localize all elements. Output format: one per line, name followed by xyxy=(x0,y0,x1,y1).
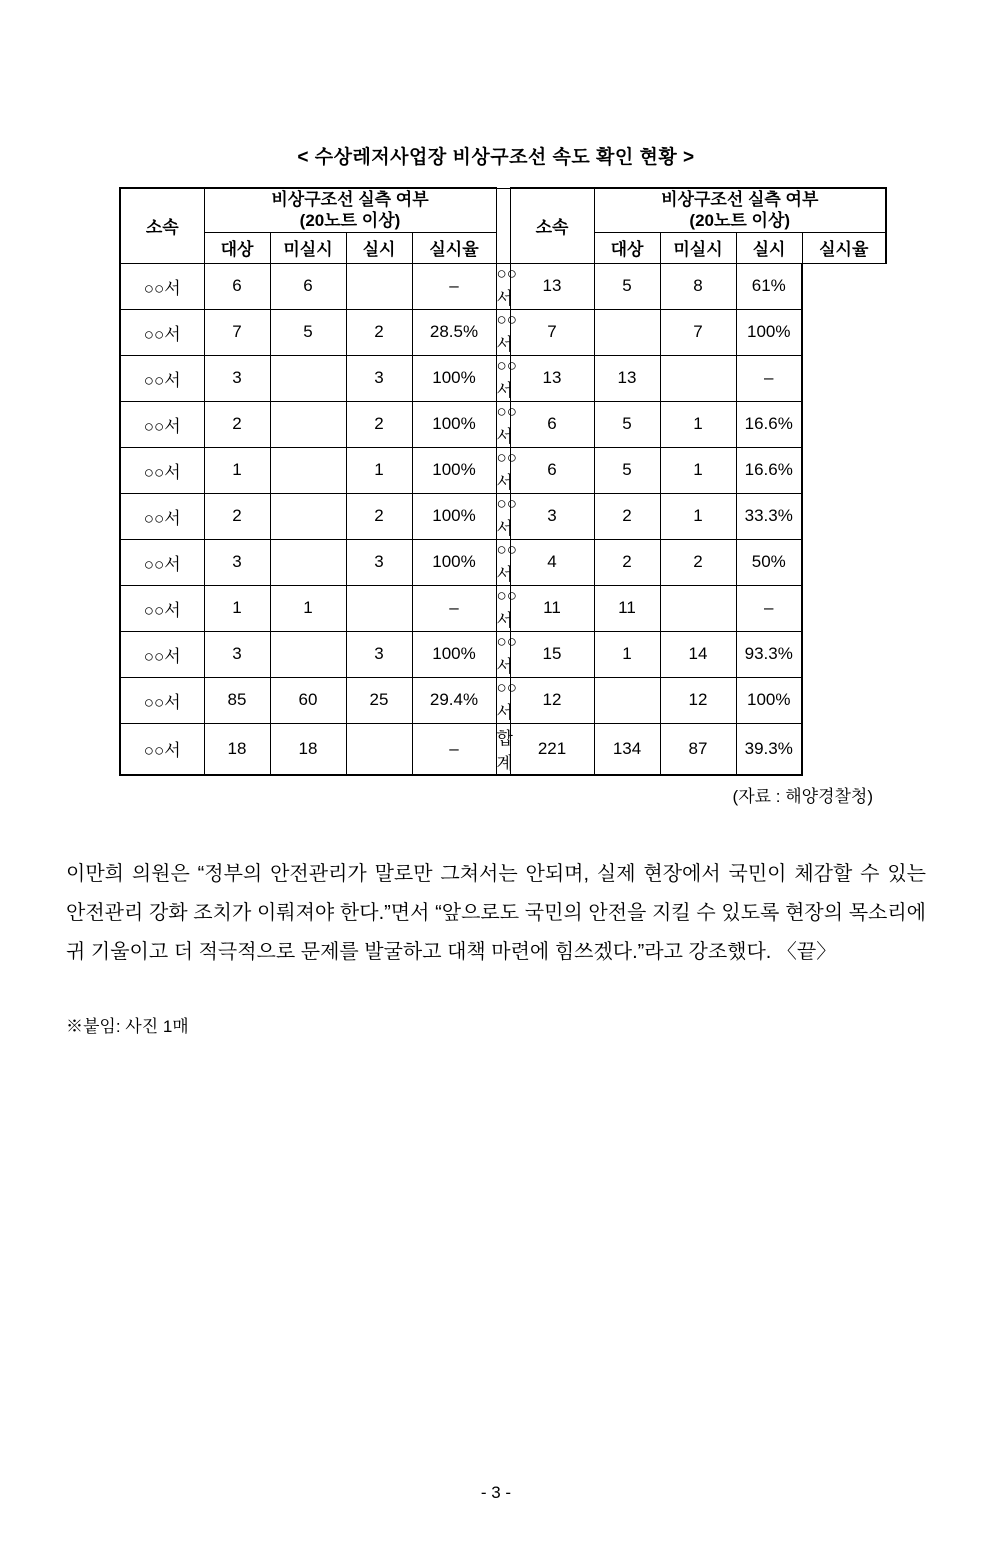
table-row xyxy=(120,355,886,401)
cell-rate: 33.3% xyxy=(736,493,802,539)
table-row xyxy=(120,585,886,631)
header-col-target-left: 대상 xyxy=(204,232,270,263)
cell-affiliation: ○○서 xyxy=(120,631,204,677)
cell-affiliation: ○○서 xyxy=(496,539,518,584)
cell-done: 1 xyxy=(660,493,736,539)
cell-done: 2 xyxy=(346,309,412,355)
cell-target: 13 xyxy=(510,263,594,309)
table-row xyxy=(120,493,886,539)
cell-target: 7 xyxy=(204,309,270,355)
cell-done: 1 xyxy=(660,401,736,447)
cell-target: 3 xyxy=(204,631,270,677)
cell-done: 1 xyxy=(660,447,736,493)
cell-done: 2 xyxy=(346,493,412,539)
table-body xyxy=(120,263,886,775)
cell-affiliation: ○○서 xyxy=(120,539,204,585)
cell-total-notdone: 134 xyxy=(594,723,660,775)
cell-target: 3 xyxy=(510,493,594,539)
cell-notdone: 5 xyxy=(594,263,660,309)
cell-affiliation: ○○서 xyxy=(496,677,518,722)
cell-affiliation: ○○서 xyxy=(496,401,518,446)
cell-notdone xyxy=(270,401,346,447)
cell-affiliation: ○○서 xyxy=(496,309,518,354)
cell-notdone: 6 xyxy=(270,263,346,309)
header-affiliation-left: 소속 xyxy=(120,188,204,263)
table-row xyxy=(120,447,886,493)
cell-rate: 50% xyxy=(736,539,802,585)
cell-notdone: 1 xyxy=(594,631,660,677)
document-page xyxy=(0,142,992,1545)
cell-rate: 93.3% xyxy=(736,631,802,677)
cell-affiliation: ○○서 xyxy=(120,401,204,447)
cell-notdone: 18 xyxy=(270,723,346,775)
cell-done: 2 xyxy=(346,401,412,447)
cell-target: 13 xyxy=(510,355,594,401)
cell-rate: 100% xyxy=(412,493,496,539)
table-title: < 수상레저사업장 비상구조선 속도 확인 현황 > xyxy=(297,147,695,168)
table-header-row-1 xyxy=(120,188,886,232)
cell-done: 3 xyxy=(346,631,412,677)
page-number: - 3 - xyxy=(480,1483,512,1502)
statistics-table-wrapper xyxy=(119,187,873,776)
cell-target: 7 xyxy=(510,309,594,355)
cell-affiliation: ○○서 xyxy=(120,355,204,401)
cell-affiliation: ○○서 xyxy=(496,355,518,400)
cell-notdone: 2 xyxy=(594,539,660,585)
header-affiliation-right: 소속 xyxy=(510,188,594,263)
cell-done xyxy=(660,585,736,631)
cell-target: 3 xyxy=(204,355,270,401)
cell-target: 6 xyxy=(204,263,270,309)
cell-total-rate: 39.3% xyxy=(736,723,802,775)
cell-done: 12 xyxy=(660,677,736,723)
header-col-notdone-left: 미실시 xyxy=(270,232,346,263)
header-col-done-right: 실시 xyxy=(736,232,802,263)
cell-affiliation: ○○서 xyxy=(120,723,204,775)
header-group-left-line2: (20노트 이상) xyxy=(299,211,401,231)
cell-done: 3 xyxy=(346,355,412,401)
cell-target: 4 xyxy=(510,539,594,585)
cell-notdone xyxy=(270,631,346,677)
cell-total-label: 합계 xyxy=(496,723,510,775)
cell-rate: 16.6% xyxy=(736,447,802,493)
cell-affiliation: ○○서 xyxy=(120,263,204,309)
cell-target: 6 xyxy=(510,447,594,493)
table-row xyxy=(120,309,886,355)
header-group-right xyxy=(594,188,886,232)
cell-done xyxy=(346,723,412,775)
cell-rate: 100% xyxy=(412,401,496,447)
header-group-right-line2: (20노트 이상) xyxy=(689,211,791,231)
column-separator xyxy=(496,188,510,263)
cell-done: 14 xyxy=(660,631,736,677)
cell-rate: – xyxy=(736,355,802,401)
cell-rate: 100% xyxy=(412,631,496,677)
cell-affiliation: ○○서 xyxy=(496,447,518,492)
cell-target: 1 xyxy=(204,585,270,631)
table-row xyxy=(120,401,886,447)
header-col-rate-right: 실시율 xyxy=(802,232,886,263)
cell-notdone: 5 xyxy=(594,447,660,493)
cell-rate: 100% xyxy=(412,355,496,401)
cell-notdone xyxy=(270,539,346,585)
header-col-notdone-right: 미실시 xyxy=(660,232,736,263)
header-group-left xyxy=(204,188,496,232)
cell-notdone xyxy=(270,493,346,539)
cell-rate: – xyxy=(412,585,496,631)
cell-target: 3 xyxy=(204,539,270,585)
cell-done: 1 xyxy=(346,447,412,493)
cell-notdone: 1 xyxy=(270,585,346,631)
cell-notdone xyxy=(594,677,660,723)
cell-notdone xyxy=(594,309,660,355)
cell-rate: 29.4% xyxy=(412,677,496,723)
cell-total-done: 87 xyxy=(660,723,736,775)
cell-notdone: 11 xyxy=(594,585,660,631)
cell-rate: 100% xyxy=(412,447,496,493)
cell-done xyxy=(660,355,736,401)
cell-target: 85 xyxy=(204,677,270,723)
cell-notdone: 2 xyxy=(594,493,660,539)
body-paragraph: 이만희 의원은 “정부의 안전관리가 말로만 그쳐서는 안되며, 실제 현장에서 국민이 체감할 수 있는 안전관리 강화 조치가 이뤄져야 한다.”면서 “앞으로도 국민의 안전을 지킬 수 있도록 현장의 목소리에 귀 기울이고 더 적극적으로 문제를 발굴하고 대책 마련에 힘쓰겠다.”라고 강조했다. 〈끝〉 xyxy=(66,862,926,963)
cell-rate: 16.6% xyxy=(736,401,802,447)
cell-target: 1 xyxy=(204,447,270,493)
cell-rate: 100% xyxy=(736,309,802,355)
table-row xyxy=(120,677,886,723)
attachment-note: ※붙임: 사진 1매 xyxy=(66,1016,189,1036)
source-note: (자료 : 해양경찰청) xyxy=(732,786,873,806)
cell-rate: 28.5% xyxy=(412,309,496,355)
cell-rate: 100% xyxy=(736,677,802,723)
cell-notdone xyxy=(270,355,346,401)
table-row xyxy=(120,263,886,309)
table-row xyxy=(120,631,886,677)
cell-target: 11 xyxy=(510,585,594,631)
statistics-table xyxy=(119,187,887,776)
cell-notdone: 13 xyxy=(594,355,660,401)
table-head xyxy=(120,188,886,263)
cell-notdone: 5 xyxy=(594,401,660,447)
cell-rate: – xyxy=(412,263,496,309)
cell-affiliation: ○○서 xyxy=(120,677,204,723)
cell-notdone: 60 xyxy=(270,677,346,723)
header-col-done-left: 실시 xyxy=(346,232,412,263)
cell-target: 2 xyxy=(204,401,270,447)
cell-rate: – xyxy=(412,723,496,775)
cell-affiliation: ○○서 xyxy=(120,493,204,539)
table-total-row xyxy=(120,723,886,775)
cell-affiliation: ○○서 xyxy=(120,585,204,631)
cell-affiliation: ○○서 xyxy=(496,585,518,630)
header-group-left-line1: 비상구조선 실측 여부 xyxy=(271,190,429,209)
cell-rate: 100% xyxy=(412,539,496,585)
cell-target: 2 xyxy=(204,493,270,539)
cell-affiliation: ○○서 xyxy=(120,447,204,493)
cell-target: 6 xyxy=(510,401,594,447)
cell-target: 18 xyxy=(204,723,270,775)
cell-target: 12 xyxy=(510,677,594,723)
cell-done: 8 xyxy=(660,263,736,309)
cell-affiliation: ○○서 xyxy=(496,263,518,308)
cell-affiliation: ○○서 xyxy=(120,309,204,355)
cell-target: 15 xyxy=(510,631,594,677)
table-row xyxy=(120,539,886,585)
cell-done: 3 xyxy=(346,539,412,585)
cell-done: 2 xyxy=(660,539,736,585)
cell-done xyxy=(346,585,412,631)
cell-done xyxy=(346,263,412,309)
cell-notdone xyxy=(270,447,346,493)
cell-affiliation: ○○서 xyxy=(496,631,518,676)
header-col-rate-left: 실시율 xyxy=(412,232,496,263)
cell-done: 25 xyxy=(346,677,412,723)
cell-done: 7 xyxy=(660,309,736,355)
cell-rate: 61% xyxy=(736,263,802,309)
cell-total-target: 221 xyxy=(510,723,594,775)
cell-affiliation: ○○서 xyxy=(496,493,518,538)
header-col-target-right: 대상 xyxy=(594,232,660,263)
cell-notdone: 5 xyxy=(270,309,346,355)
header-group-right-line1: 비상구조선 실측 여부 xyxy=(661,190,819,209)
cell-rate: – xyxy=(736,585,802,631)
